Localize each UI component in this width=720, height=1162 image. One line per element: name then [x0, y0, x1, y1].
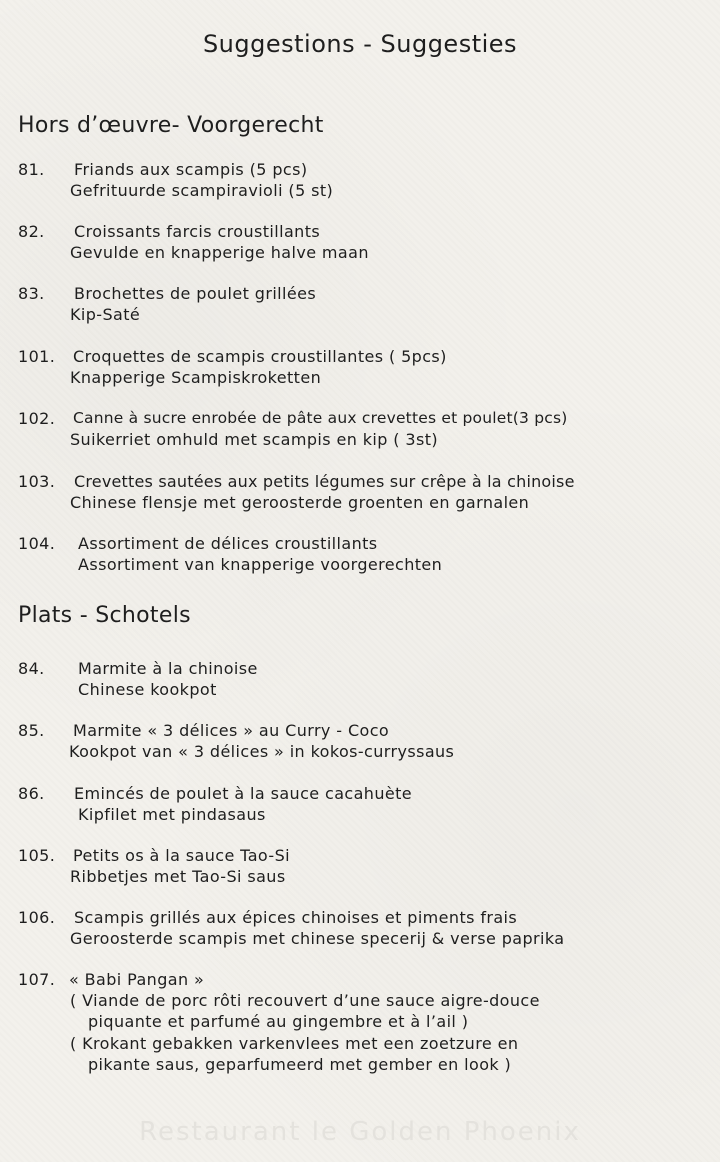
item-name-fr: Crevettes sautées aux petits légumes sur crêpe à la chinoise: [74, 472, 575, 491]
item-name-fr: Scampis grillés aux épices chinoises et piments frais: [74, 908, 518, 927]
item-number: 84.: [18, 659, 45, 678]
item-number: 81.: [18, 160, 45, 179]
item-name-fr: Marmite à la chinoise: [78, 659, 258, 678]
item-number: 105.: [18, 846, 56, 865]
item-number: 85.: [18, 721, 45, 740]
item-name-nl: Gevulde en knapperige halve maan: [70, 243, 369, 262]
item-name-fr: Brochettes de poulet grillées: [74, 284, 317, 303]
item-name-fr: Croquettes de scampis croustillantes ( 5pcs): [73, 347, 447, 366]
item-name-nl: Geroosterde scampis met chinese specerij & verse paprika: [70, 929, 565, 948]
item-name-nl: Kookpot van « 3 délices » in kokos-curryssaus: [69, 742, 455, 761]
item-number: 107.: [18, 970, 56, 989]
restaurant-footer-watermark: Restaurant le Golden Phoenix: [139, 1117, 581, 1147]
item-name-nl: Gefrituurde scampiravioli (5 st): [70, 181, 334, 200]
item-desc-fr-2: piquante et parfumé au gingembre et à l’ail ): [88, 1012, 469, 1031]
item-number: 103.: [18, 472, 56, 491]
item-name-nl: Suikerriet omhuld met scampis en kip ( 3st): [70, 430, 439, 449]
item-name-nl: Assortiment van knapperige voorgerechten: [78, 555, 443, 574]
item-name-fr: Friands aux scampis (5 pcs): [74, 160, 308, 179]
item-name-nl: Chinese flensje met geroosterde groenten en garnalen: [70, 493, 530, 512]
item-name-fr: Marmite « 3 délices » au Curry - Coco: [73, 721, 390, 740]
item-name-fr: Emincés de poulet à la sauce cacahuète: [74, 784, 413, 803]
item-number: 102.: [18, 409, 56, 428]
item-name-fr: « Babi Pangan »: [69, 970, 205, 989]
section-heading-starters: Hors d’œuvre- Voorgerecht: [18, 113, 324, 138]
item-name-fr: Croissants farcis croustillants: [74, 222, 321, 241]
item-number: 82.: [18, 222, 45, 241]
item-name-nl: Ribbetjes met Tao-Si saus: [70, 867, 286, 886]
item-name-nl: Chinese kookpot: [78, 680, 217, 699]
section-heading-main-dishes: Plats - Schotels: [18, 603, 191, 628]
item-name-nl: Knapperige Scampiskroketten: [70, 368, 322, 387]
item-desc-nl-2: pikante saus, geparfumeerd met gember en look ): [88, 1055, 512, 1074]
item-desc-fr-1: ( Viande de porc rôti recouvert d’une sauce aigre-douce: [70, 991, 540, 1010]
item-name-fr: Assortiment de délices croustillants: [78, 534, 378, 553]
page-title: Suggestions - Suggesties: [202, 30, 518, 58]
item-name-nl: Kip-Saté: [70, 305, 141, 324]
item-number: 104.: [18, 534, 56, 553]
item-name-nl: Kipfilet met pindasaus: [78, 805, 266, 824]
item-number: 106.: [18, 908, 56, 927]
item-name-fr: Petits os à la sauce Tao-Si: [73, 846, 290, 865]
item-number: 83.: [18, 284, 45, 303]
item-desc-nl-1: ( Krokant gebakken varkenvlees met een zoetzure en: [70, 1034, 519, 1053]
item-number: 101.: [18, 347, 56, 366]
item-number: 86.: [18, 784, 45, 803]
item-name-fr: Canne à sucre enrobée de pâte aux crevettes et poulet(3 pcs): [73, 409, 568, 427]
